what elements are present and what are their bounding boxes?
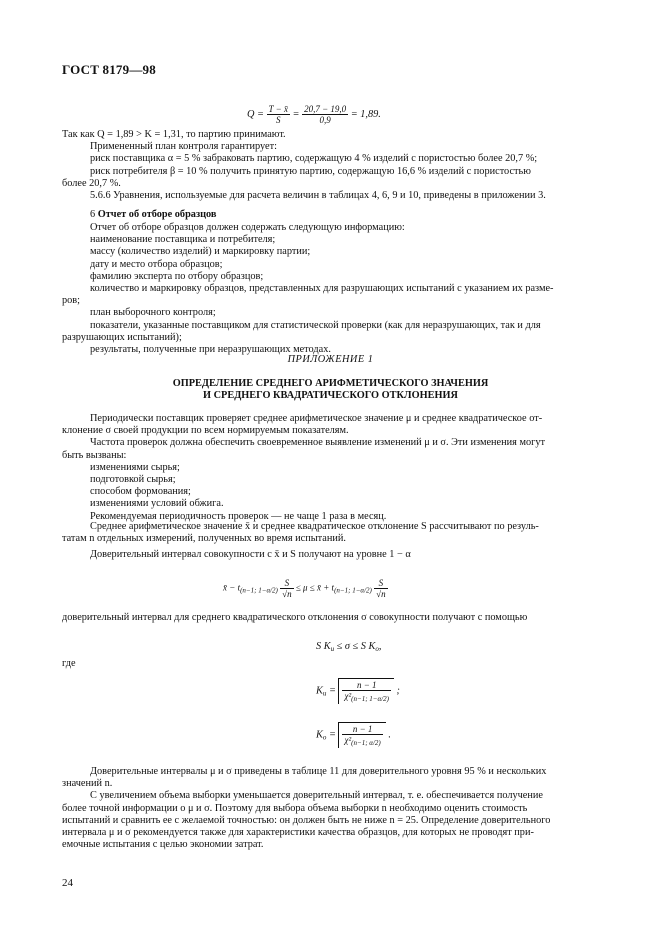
formula-sigma-sub1: u: [330, 645, 335, 653]
formula-mu-frac2-den: √n: [376, 589, 386, 599]
formula-ko-end: .: [388, 729, 391, 741]
text-line: интервала μ и σ рекомендуется также для характеристики качества образцов, для которых не проводят при-: [62, 827, 534, 839]
formula-ku-den: [342, 691, 390, 704]
text-line: быть вызваны:: [62, 449, 127, 461]
formula-mu-sub2: (n−1; 1−α/2): [334, 586, 372, 595]
text-line: наименование поставщика и потребителя;: [90, 234, 276, 246]
text-line: более 20,7 %.: [62, 177, 121, 189]
list-item: подготовкой сырья;: [90, 474, 176, 486]
page-number: 24: [62, 877, 73, 889]
section6-text: [62, 222, 600, 356]
formula-ko-eq: =: [328, 729, 336, 741]
text-line: ров;: [62, 295, 81, 307]
formula-ku-sub: u: [322, 689, 327, 698]
text-line: С увеличением объема выборки уменьшается доверительный интервал, т. е. обеспечивается получение: [90, 790, 543, 802]
text-line: испытаний и сравнить ее с желаемой точностью: он должен быть не ниже n = 25. Определение доверительного: [62, 814, 551, 826]
appendix-label: ПРИЛОЖЕНИЕ 1: [287, 354, 374, 365]
formula-ku-end: ;: [396, 685, 400, 697]
text-line: 5.6.6 Уравнения, используемые для расчета величин в таблицах 4, 6, 9 и 10, приведены в приложении 3.: [90, 190, 546, 202]
text-line: клонение σ своей продукции по всем нормируемым показателям.: [62, 425, 349, 437]
appendix-paragraph-6: [62, 612, 600, 624]
text-line: результаты, полученные при неразрушающих методах.: [90, 344, 331, 356]
section6-number: 6: [90, 209, 96, 220]
formula-sigma-mid: ≤ σ ≤ S K: [334, 641, 376, 652]
formula-ko-lhs: K: [316, 729, 323, 741]
formula-ko-den: [342, 735, 382, 748]
formula-mu-mid: ≤ μ ≤ x̄ + t: [295, 582, 335, 593]
formula-ku-eq: =: [328, 685, 336, 697]
appendix-paragraph-7: [62, 766, 600, 851]
formula-ku-frac: [342, 680, 390, 704]
appendix-paragraph-1: [62, 413, 600, 523]
formula-q-frac2-num: 20,7 − 19,0: [304, 104, 347, 114]
chi-square: χ²: [344, 735, 352, 745]
list-item: изменениями условий обжига.: [90, 498, 224, 510]
text-line: фамилию эксперта по отбору образцов;: [90, 270, 264, 282]
list-item: изменениями сырья;: [90, 461, 180, 473]
sqrt-icon: [338, 678, 393, 704]
formula-mu-left: x̄ − t: [223, 582, 241, 593]
formula-ko-den-sub: (n−1; α/2): [351, 739, 381, 747]
formula-ko-num: n − 1: [342, 724, 382, 735]
formula-q: [247, 104, 381, 125]
text-line: Так как Q = 1,89 > K = 1,31, то партию принимают.: [62, 129, 286, 140]
formula-sigma-sub2: o: [375, 645, 379, 653]
text-line: массу (количество изделий) и маркировку партии;: [90, 246, 311, 258]
formula-mu-frac1: [280, 578, 293, 599]
appendix-paragraph-4: [62, 521, 600, 545]
formula-ku-lhs: K: [316, 685, 323, 697]
formula-ku-num: n − 1: [342, 680, 390, 691]
appendix-title-line1: ОПРЕДЕЛЕНИЕ СРЕДНЕГО АРИФМЕТИЧЕСКОГО ЗНАЧЕНИЯ: [172, 378, 489, 389]
text-line: Среднее арифметическое значение x̄ и среднее квадратическое отклонение S рассчитывают по резуль-: [90, 521, 539, 532]
text-line: Доверительные интервалы μ и σ приведены в таблице 11 для доверительного уровня 95 % и нескольких: [90, 766, 547, 777]
formula-ku-den-sub: (n−1; 1−α/2): [351, 695, 389, 703]
text-line: Доверительный интервал совокупности с x̄ и S получают на уровне 1 − α: [90, 549, 411, 560]
text-line: Рекомендуемая периодичность проверок — не чаще 1 раза в месяц.: [90, 510, 387, 522]
text-line: значений n.: [62, 778, 113, 790]
sqrt-icon: [338, 722, 385, 748]
text-line: план выборочного контроля;: [90, 307, 216, 319]
formula-mu-frac2: [374, 578, 387, 599]
section6-heading: [90, 209, 216, 221]
list-item: способом формования;: [90, 486, 191, 498]
formula-mu-sub1: (n−1; 1−α/2): [240, 586, 278, 595]
formula-ku: [316, 678, 400, 704]
where-label: где: [62, 658, 76, 669]
text-line: Примененный план контроля гарантирует:: [90, 141, 277, 153]
formula-q-result: = 1,89.: [350, 108, 381, 120]
text-line: Периодически поставщик проверяет среднее арифметическое значение μ и среднее квадратическое от-: [90, 413, 543, 424]
text-line: Частота проверок должна обеспечить своевременное выявление изменений μ и σ. Эти изменения могут: [90, 437, 545, 449]
text-line: разрушающих испытаний);: [62, 331, 182, 343]
formula-ko-frac: [342, 724, 382, 748]
formula-q-frac1: [267, 104, 290, 125]
text-line: Отчет об отборе образцов должен содержать следующую информацию:: [90, 222, 405, 233]
formula-sigma-interval: [316, 641, 381, 655]
formula-q-lhs: Q =: [247, 108, 264, 120]
formula-mu-interval: [223, 578, 388, 599]
formula-q-eq: =: [292, 108, 300, 120]
section5-text: [62, 129, 600, 202]
formula-sigma-s: S K: [316, 641, 331, 652]
formula-ko: [316, 722, 391, 748]
section6-title: Отчет об отборе образцов: [97, 209, 217, 220]
formula-q-frac2-den: 0,9: [319, 115, 331, 125]
text-line: риск потребителя β = 10 % получить принятую партию, содержащую 16,6 % изделий с пористостью: [90, 165, 531, 177]
formula-q-frac2: [302, 104, 348, 125]
text-line: более точной информации о μ и σ. Поэтому для выбора объема выборки n необходимо оценить стоимость: [62, 802, 528, 814]
document-header: ГОСТ 8179—98: [62, 62, 156, 77]
text-line: показатели, указанные поставщиком для статистической проверки (как для неразрушающих, так и для: [90, 319, 541, 331]
appendix-paragraph-5: [62, 549, 600, 561]
formula-ko-sub: o: [322, 733, 327, 742]
formula-mu-frac1-den: √n: [282, 589, 292, 599]
text-line: количество и маркировку образцов, представленных для разрушающих испытаний с указанием их разме-: [90, 283, 554, 295]
text-line: татам n отдельных измерений, полученных во время испытаний.: [62, 533, 346, 545]
text-line: доверительный интервал для среднего квадратического отклонения σ совокупности получают с помощью: [62, 612, 528, 623]
text-line: риск поставщика α = 5 % забраковать партию, содержащую 4 % изделий с пористостью более 20,7 %;: [90, 153, 538, 165]
appendix-title-line2: И СРЕДНЕГО КВАДРАТИЧЕСКОГО ОТКЛОНЕНИЯ: [203, 390, 458, 401]
text-line: емочные испытания с целью экономии затрат.: [62, 839, 264, 851]
formula-mu-frac1-num: S: [280, 578, 293, 589]
formula-q-frac1-num: T − x̄: [268, 104, 288, 114]
text-line: дату и место отбора образцов;: [90, 258, 223, 270]
chi-square: χ²: [344, 691, 352, 701]
formula-mu-frac2-num: S: [374, 578, 387, 589]
formula-sigma-end: ,: [378, 641, 382, 652]
formula-q-frac1-den: S: [276, 115, 281, 125]
